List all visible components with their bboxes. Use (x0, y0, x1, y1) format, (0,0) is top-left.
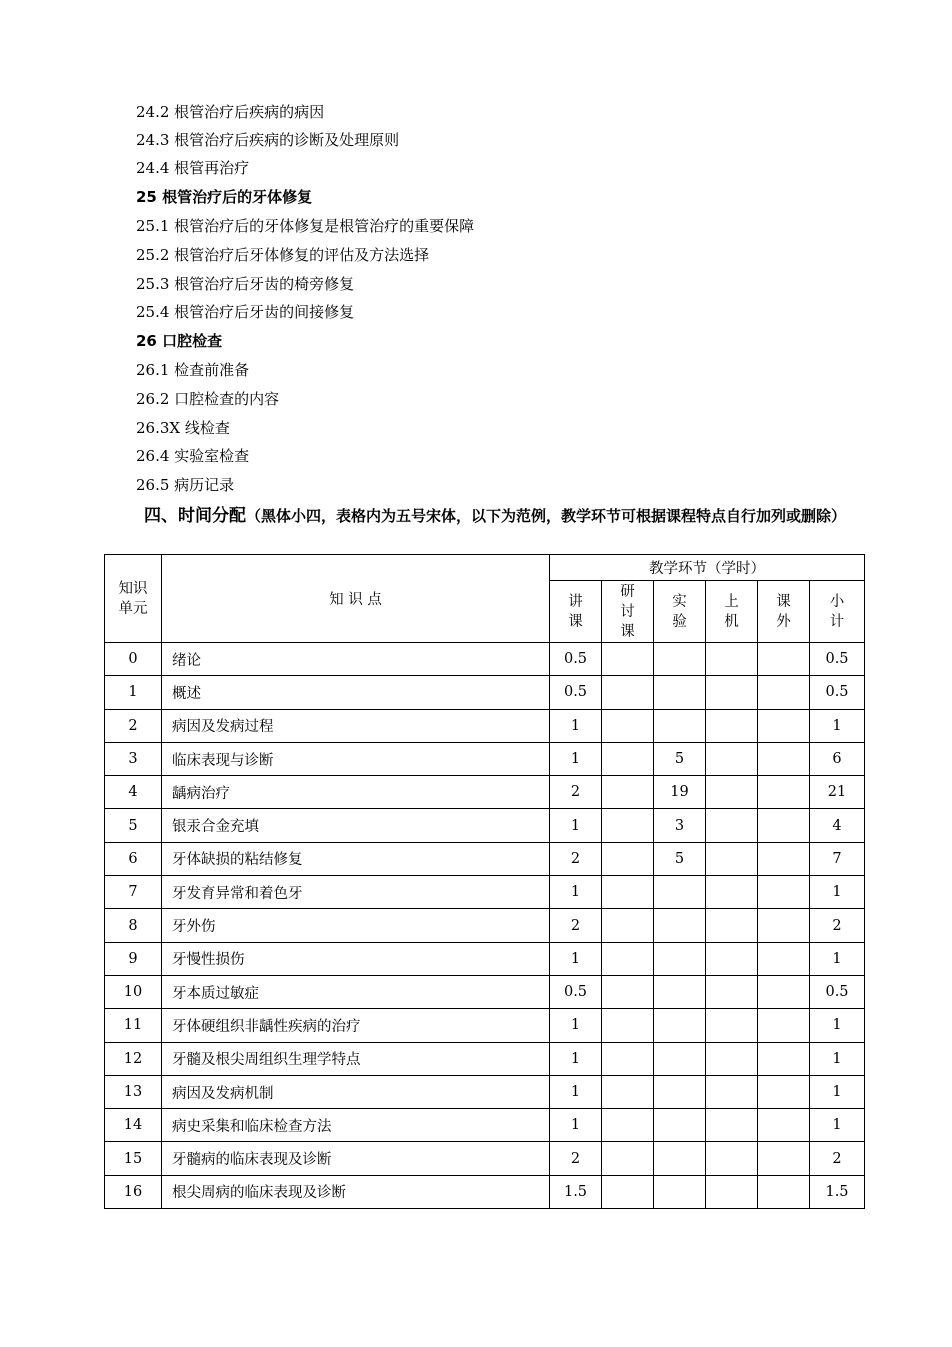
cell-hours (706, 742, 758, 775)
section-note: （黑体小四，表格内为五号宋体，以下为范例，教学环节可根据课程特点自行加列或删除） (246, 507, 847, 525)
cell-hours (654, 942, 706, 975)
cell-unit: 14 (105, 1109, 162, 1142)
cell-unit: 16 (105, 1175, 162, 1208)
cell-hours: 1 (810, 1042, 865, 1075)
table-row (105, 1009, 865, 1042)
cell-hours: 3 (654, 809, 706, 842)
cell-point: 病因及发病过程 (162, 709, 550, 742)
cell-hours: 1 (550, 1042, 602, 1075)
cell-hours (602, 842, 654, 875)
outline-item: 24.4 根管再治疗 (136, 159, 250, 177)
cell-point: 牙本质过敏症 (162, 975, 550, 1008)
cell-point: 绪论 (162, 643, 550, 676)
cell-unit: 4 (105, 776, 162, 809)
cell-hours (758, 975, 810, 1008)
cell-hours (602, 1042, 654, 1075)
cell-point: 银汞合金充填 (162, 809, 550, 842)
cell-hours (706, 909, 758, 942)
cell-hours (602, 776, 654, 809)
cell-hours (654, 975, 706, 1008)
cell-hours (602, 742, 654, 775)
cell-unit: 8 (105, 909, 162, 942)
cell-point: 牙发育异常和着色牙 (162, 876, 550, 909)
cell-hours: 2 (810, 909, 865, 942)
outline-item: 25.1 根管治疗后的牙体修复是根管治疗的重要保障 (136, 217, 475, 235)
cell-hours (602, 676, 654, 709)
cell-point: 牙体缺损的粘结修复 (162, 842, 550, 875)
table-row (105, 1175, 865, 1208)
cell-hours (654, 1042, 706, 1075)
cell-unit: 3 (105, 742, 162, 775)
table-row (105, 676, 865, 709)
cell-hours: 5 (654, 742, 706, 775)
cell-hours: 2 (550, 1142, 602, 1175)
cell-hours (602, 975, 654, 1008)
cell-hours (654, 876, 706, 909)
cell-unit: 5 (105, 809, 162, 842)
cell-hours (654, 1075, 706, 1108)
cell-point: 临床表现与诊断 (162, 742, 550, 775)
cell-hours: 0.5 (550, 676, 602, 709)
outline-item: 26.5 病历记录 (136, 476, 235, 494)
cell-hours: 4 (810, 809, 865, 842)
cell-unit: 9 (105, 942, 162, 975)
cell-hours: 1 (550, 1109, 602, 1142)
outline-item: 25.4 根管治疗后牙齿的间接修复 (136, 303, 355, 321)
cell-hours (758, 1109, 810, 1142)
cell-point: 牙髓及根尖周组织生理学特点 (162, 1042, 550, 1075)
cell-hours (654, 1142, 706, 1175)
table-row (105, 975, 865, 1008)
cell-hours (706, 1042, 758, 1075)
table-row (105, 1142, 865, 1175)
cell-hours (602, 709, 654, 742)
cell-hours (654, 676, 706, 709)
cell-unit: 2 (105, 709, 162, 742)
cell-hours (706, 876, 758, 909)
table-row (105, 1075, 865, 1108)
cell-hours: 5 (654, 842, 706, 875)
cell-hours: 1 (550, 709, 602, 742)
cell-hours (602, 809, 654, 842)
table-row (105, 1042, 865, 1075)
cell-hours (758, 942, 810, 975)
table-row (105, 809, 865, 842)
cell-point: 病史采集和临床检查方法 (162, 1109, 550, 1142)
cell-hours: 1 (550, 1009, 602, 1042)
cell-unit: 10 (105, 975, 162, 1008)
cell-hours (706, 809, 758, 842)
header-sub: 讲课 (550, 581, 602, 643)
header-sub: 研讨课 (602, 581, 654, 643)
cell-hours: 1.5 (550, 1175, 602, 1208)
cell-unit: 12 (105, 1042, 162, 1075)
cell-hours: 19 (654, 776, 706, 809)
table-row (105, 842, 865, 875)
cell-hours: 0.5 (810, 643, 865, 676)
cell-hours (602, 876, 654, 909)
cell-hours (758, 1042, 810, 1075)
outline-item: 26.1 检查前准备 (136, 361, 250, 379)
cell-point: 根尖周病的临床表现及诊断 (162, 1175, 550, 1208)
cell-hours: 21 (810, 776, 865, 809)
cell-hours (706, 643, 758, 676)
cell-hours (706, 709, 758, 742)
cell-hours (654, 709, 706, 742)
table-row (105, 643, 865, 676)
outline-item: 24.3 根管治疗后疾病的诊断及处理原则 (136, 131, 400, 149)
cell-hours (654, 1009, 706, 1042)
cell-hours (602, 1175, 654, 1208)
cell-hours (758, 1175, 810, 1208)
cell-hours (706, 1109, 758, 1142)
cell-hours (706, 1175, 758, 1208)
header-teaching-group: 教学环节（学时） (550, 555, 865, 581)
cell-hours (602, 1009, 654, 1042)
cell-hours: 1 (810, 1009, 865, 1042)
cell-hours (758, 742, 810, 775)
cell-point: 龋病治疗 (162, 776, 550, 809)
cell-hours (706, 975, 758, 1008)
cell-hours (706, 776, 758, 809)
cell-hours (758, 909, 810, 942)
header-sub: 实验 (654, 581, 706, 643)
header-unit: 知识单元 (105, 555, 162, 643)
cell-hours: 1 (810, 942, 865, 975)
cell-unit: 11 (105, 1009, 162, 1042)
table-row (105, 942, 865, 975)
table-row (105, 909, 865, 942)
section-title: 四、时间分配 (144, 506, 246, 526)
cell-hours (758, 643, 810, 676)
cell-hours: 1 (550, 942, 602, 975)
outline-item: 26.3X 线检查 (136, 419, 230, 437)
table-row (105, 776, 865, 809)
cell-hours: 1 (550, 742, 602, 775)
cell-hours (602, 1142, 654, 1175)
cell-unit: 15 (105, 1142, 162, 1175)
cell-hours (602, 1109, 654, 1142)
cell-hours (758, 842, 810, 875)
table-row (105, 1109, 865, 1142)
cell-hours (602, 909, 654, 942)
cell-hours (758, 876, 810, 909)
cell-hours (706, 1075, 758, 1108)
cell-unit: 7 (105, 876, 162, 909)
cell-hours (758, 1009, 810, 1042)
table-row (105, 709, 865, 742)
table-row (105, 876, 865, 909)
cell-hours (654, 643, 706, 676)
cell-hours (602, 643, 654, 676)
cell-hours: 0.5 (550, 643, 602, 676)
cell-hours: 7 (810, 842, 865, 875)
cell-hours: 1.5 (810, 1175, 865, 1208)
cell-unit: 13 (105, 1075, 162, 1108)
cell-hours (758, 776, 810, 809)
cell-hours: 1 (810, 709, 865, 742)
cell-hours (654, 909, 706, 942)
cell-hours: 1 (550, 876, 602, 909)
outline-item: 25.2 根管治疗后牙体修复的评估及方法选择 (136, 246, 430, 264)
header-sub: 课外 (758, 581, 810, 643)
cell-hours (602, 1075, 654, 1108)
cell-hours: 1 (810, 1109, 865, 1142)
outline-item: 25.3 根管治疗后牙齿的椅旁修复 (136, 275, 355, 293)
outline-item: 26.4 实验室检查 (136, 447, 250, 465)
section-heading (104, 503, 864, 529)
cell-hours (758, 809, 810, 842)
table-row (105, 742, 865, 775)
cell-point: 牙髓病的临床表现及诊断 (162, 1142, 550, 1175)
cell-hours (758, 1142, 810, 1175)
cell-point: 病因及发病机制 (162, 1075, 550, 1108)
cell-hours (654, 1109, 706, 1142)
cell-point: 牙慢性损伤 (162, 942, 550, 975)
cell-hours: 2 (550, 909, 602, 942)
cell-hours (706, 1009, 758, 1042)
cell-hours: 6 (810, 742, 865, 775)
header-sub: 上机 (706, 581, 758, 643)
cell-point: 牙外伤 (162, 909, 550, 942)
cell-hours: 2 (550, 842, 602, 875)
cell-hours: 0.5 (550, 975, 602, 1008)
time-allocation-table (104, 554, 865, 1209)
cell-hours (758, 676, 810, 709)
cell-hours (706, 842, 758, 875)
header-sub: 小计 (810, 581, 865, 643)
header-point: 知 识 点 (162, 555, 550, 643)
cell-hours: 1 (550, 1075, 602, 1108)
cell-hours: 2 (810, 1142, 865, 1175)
cell-hours (706, 676, 758, 709)
cell-hours: 2 (550, 776, 602, 809)
outline-item: 24.2 根管治疗后疾病的病因 (136, 103, 325, 121)
cell-point: 牙体硬组织非龋性疾病的治疗 (162, 1009, 550, 1042)
outline-heading: 26 口腔检查 (136, 332, 223, 350)
cell-hours: 0.5 (810, 975, 865, 1008)
cell-hours: 1 (810, 876, 865, 909)
cell-unit: 1 (105, 676, 162, 709)
cell-hours: 0.5 (810, 676, 865, 709)
cell-hours (758, 709, 810, 742)
cell-hours (706, 1142, 758, 1175)
cell-hours (654, 1175, 706, 1208)
cell-unit: 0 (105, 643, 162, 676)
cell-hours (602, 942, 654, 975)
cell-point: 概述 (162, 676, 550, 709)
outline-heading: 25 根管治疗后的牙体修复 (136, 188, 313, 206)
cell-hours (706, 942, 758, 975)
cell-hours: 1 (810, 1075, 865, 1108)
cell-hours: 1 (550, 809, 602, 842)
outline-item: 26.2 口腔检查的内容 (136, 390, 280, 408)
cell-hours (758, 1075, 810, 1108)
cell-unit: 6 (105, 842, 162, 875)
